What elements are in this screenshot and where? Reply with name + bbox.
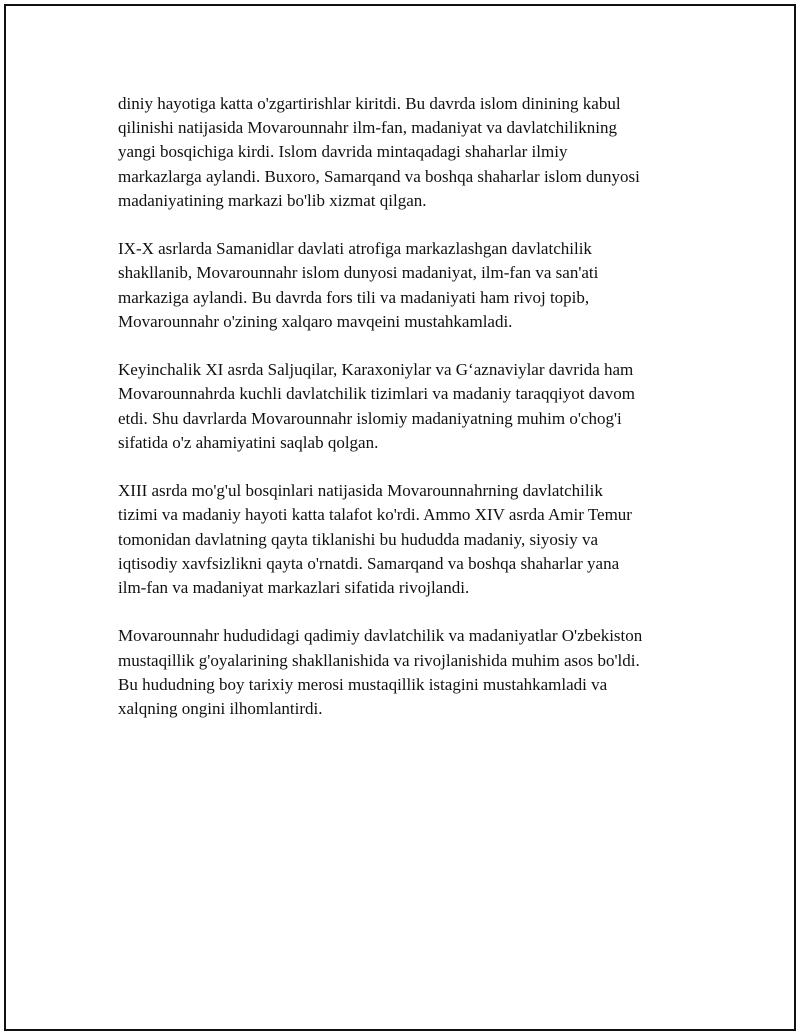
text-line: etdi. Shu davrlarda Movarounnahr islomiy madaniyatning muhim o'chog'i	[118, 408, 622, 428]
text-line: Movarounnahrda kuchli davlatchilik tizimlari va madaniy taraqqiyot davom	[118, 384, 635, 404]
text-line: iqtisodiy xavfsizlikni qayta o'rnatdi. Samarqand va boshqa shaharlar yana	[118, 553, 620, 573]
paragraph-2	[118, 237, 693, 334]
text-line: qilinishi natijasida Movarounnahr ilm-fan, madaniyat va davlatchilikning	[118, 118, 618, 138]
paragraph-5	[118, 624, 693, 721]
paragraph-4	[118, 479, 693, 600]
text-line: sifatida o'z ahamiyatini saqlab qolgan.	[118, 432, 379, 452]
text-line: Movarounnahr hududidagi qadimiy davlatchilik va madaniyatlar O'zbekiston	[118, 626, 643, 646]
text-line: shakllanib, Movarounnahr islom dunyosi madaniyat, ilm-fan va san'ati	[118, 263, 599, 283]
document-body	[118, 92, 693, 745]
text-line: markaziga aylandi. Bu davrda fors tili va madaniyati ham rivoj topib,	[118, 287, 590, 307]
text-line: yangi bosqichiga kirdi. Islom davrida mintaqadagi shaharlar ilmiy	[118, 142, 568, 162]
text-line: Keyinchalik XI asrda Saljuqilar, Karaxoniylar va G‘aznaviylar davrida ham	[118, 360, 634, 380]
text-line: IX-X asrlarda Samanidlar davlati atrofiga markazlashgan davlatchilik	[118, 239, 592, 259]
text-line: XIII asrda mo'g'ul bosqinlari natijasida Movarounnahrning davlatchilik	[118, 481, 603, 501]
paragraph-1	[118, 92, 693, 213]
text-line: tomonidan davlatning qayta tiklanishi bu hududda madaniy, siyosiy va	[118, 529, 599, 549]
text-line: diniy hayotiga katta o'zgartirishlar kiritdi. Bu davrda islom dinining kabul	[118, 94, 621, 113]
text-line: Bu hududning boy tarixiy merosi mustaqillik istagini mustahkamladi va	[118, 674, 608, 694]
text-line: xalqning ongini ilhomlantirdi.	[118, 699, 323, 719]
text-line: mustaqillik g'oyalarining shakllanishida va rivojlanishida muhim asos bo'ldi.	[118, 650, 640, 670]
text-line: tizimi va madaniy hayoti katta talafot ko'rdi. Ammo XIV asrda Amir Temur	[118, 505, 632, 525]
text-line: ilm-fan va madaniyat markazlari sifatida rivojlandi.	[118, 578, 470, 598]
text-line: markazlarga aylandi. Buxoro, Samarqand va boshqa shaharlar islom dunyosi	[118, 166, 640, 186]
text-line: Movarounnahr o'zining xalqaro mavqeini mustahkamladi.	[118, 311, 513, 331]
text-line: madaniyatining markazi bo'lib xizmat qilgan.	[118, 190, 427, 210]
paragraph-3	[118, 358, 693, 455]
